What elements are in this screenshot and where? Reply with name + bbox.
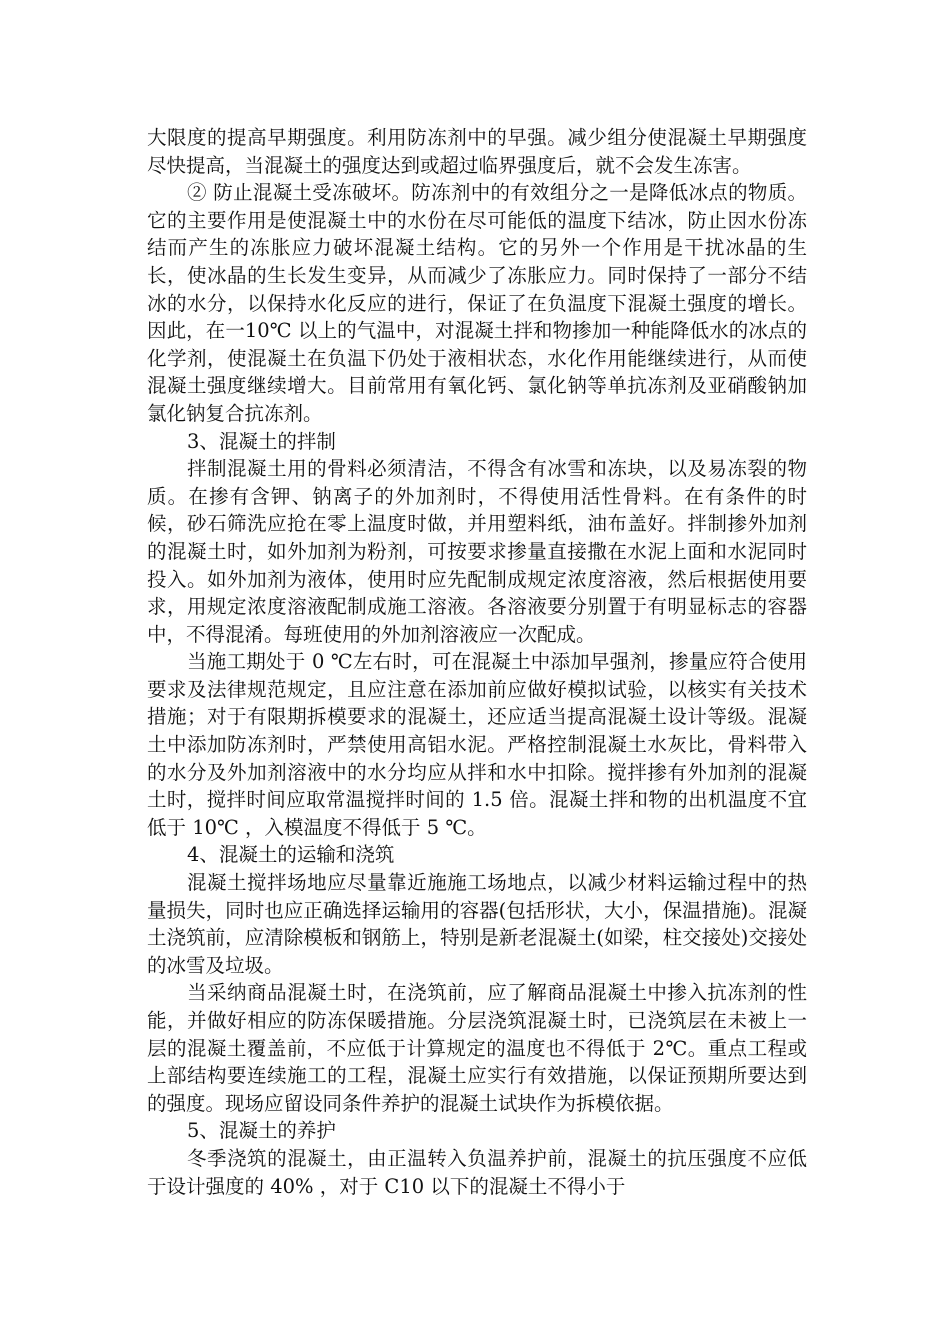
paragraph-commercial-concrete: 当采纳商品混凝土时，在浇筑前，应了解商品混凝土中掺入抗冻剂的性能，并做好相应的防冻保暖措施。分层浇筑混凝土时，已浇筑层在未被上一层的混凝土覆盖前，不应低于计算规定的温度也不得低于 2℃。重点工程或上部结构要连续施工的工程，混凝土应实行有效措施，以保证预期所要达到的强度。现场应留设同条件养护的混凝土试块作为拆模依据。 bbox=[147, 981, 807, 1115]
paragraph-early-strength: 大限度的提高早期强度。利用防冻剂中的早强。减少组分使混凝土早期强度尽快提高，当混凝土的强度达到或超过临界强度后，就不会发生冻害。 bbox=[147, 126, 807, 177]
section-heading-curing: 5、混凝土的养护 bbox=[187, 1119, 336, 1143]
paragraph-antifreeze: ② 防止混凝土受冻破坏。防冻剂中的有效组分之一是降低冰点的物质。它的主要作用是使混凝土中的水份在尽可能低的温度下结冰，防止因水份冻结而产生的冻胀应力破坏混凝土结构。它的另外一个作用是干扰冰晶的生长，使冰晶的生长发生变异，从而减少了冻胀应力。同时保持了一部分不结冰的水分，以保持水化反应的进行，保证了在负温度下混凝土强度的增长。因此，在一10℃ 以上的气温中，对混凝土拌和物掺加一种能降低水的冰点的化学剂，使混凝土在负温下仍处于液相状态，水化作用能继续进行，从而使混凝土强度继续增大。目前常用有氧化钙、氯化钠等单抗冻剂及亚硝酸钠加氯化钠复合抗冻剂。 bbox=[147, 181, 807, 425]
document-page bbox=[147, 124, 807, 1200]
section-heading-transport-pouring: 4、混凝土的运输和浇筑 bbox=[187, 843, 395, 867]
paragraph-transport: 混凝土搅拌场地应尽量靠近施施工场地点，以减少材料运输过程中的热量损失，同时也应正确选择运输用的容器(包括形状，大小，保温措施)。混凝土浇筑前，应清除模板和钢筋上，特别是新老混凝土(如梁，柱交接处)交接处的冰雪及垃圾。 bbox=[147, 871, 807, 977]
paragraph-mixing-temperature: 当施工期处于 0 ℃左右时，可在混凝土中添加早强剂，掺量应符合使用要求及法律规范规定，且应注意在添加前应做好模拟试验，以核实有关技术措施；对于有限期拆模要求的混凝土，还应适当提高混凝土设计等级。混凝土中添加防冻剂时，严禁使用高铝水泥。严格控制混凝土水灰比，骨料带入的水分及外加剂溶液中的水分均应从拌和水中扣除。搅拌掺有外加剂的混凝土时，搅拌时间应取常温搅拌时间的 1.5 倍。混凝土拌和物的出机温度不宜低于 10℃ ，入模温度不得低于 5 ℃。 bbox=[147, 650, 807, 839]
section-heading-mixing: 3、混凝土的拌制 bbox=[187, 429, 336, 453]
paragraph-curing: 冬季浇筑的混凝土，由正温转入负温养护前，混凝土的抗压强度不应低于设计强度的 40% ，对于 C10 以下的混凝土不得小于 bbox=[147, 1146, 807, 1198]
paragraph-mixing-aggregate: 拌制混凝土用的骨料必须清洁，不得含有冰雪和冻块，以及易冻裂的物质。在掺有含钾、钠离子的外加剂时，不得使用活性骨料。在有条件的时候，砂石筛洗应抢在零上温度时做，并用塑料纸，油布盖好。拌制掺外加剂的混凝土时，如外加剂为粉剂，可按要求掺量直接撒在水泥上面和水泥同时投入。如外加剂为液体，使用时应先配制成规定浓度溶液，然后根据使用要求，用规定浓度溶液配制成施工溶液。各溶液要分别置于有明显标志的容器中，不得混淆。每班使用的外加剂溶液应一次配成。 bbox=[147, 457, 807, 646]
